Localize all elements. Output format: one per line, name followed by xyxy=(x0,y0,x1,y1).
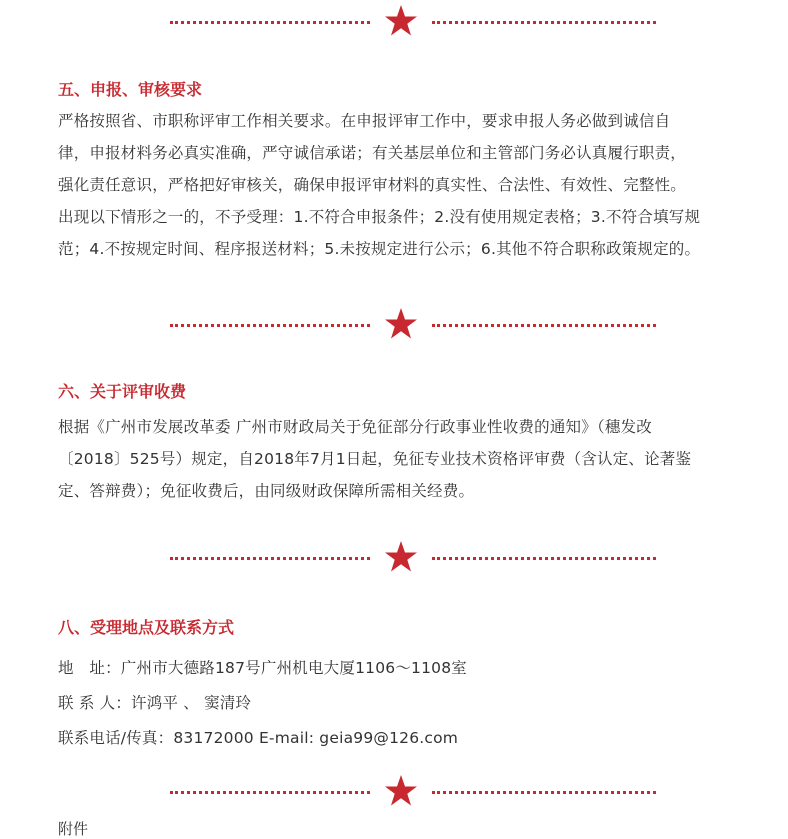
section-title: 五、申报、审核要求 xyxy=(58,80,203,99)
section-title: 六、关于评审收费 xyxy=(58,382,187,401)
body-line: 根据《广州市发展改革委 广州市财政局关于免征部分行政事业性收费的通知》（穗发改 xyxy=(58,418,652,436)
section-body xyxy=(58,411,778,507)
divider-dots-left xyxy=(170,791,370,794)
body-line: 严格按照省、市职称评审工作相关要求。在申报评审工作中，要求申报人务必做到诚信自 xyxy=(58,112,671,130)
section-review-fees xyxy=(58,381,778,507)
body-line: 强化责任意识，严格把好审核关，确保申报评审材料的真实性、合法性、有效性、完整性。 xyxy=(58,176,687,194)
section-body xyxy=(58,105,778,265)
section-divider xyxy=(0,305,788,345)
divider-dots-right xyxy=(432,791,656,794)
star-icon xyxy=(384,307,418,341)
divider-dots-left xyxy=(170,557,370,560)
contact-person: 联 系 人：许鸿平 、 窦清玲 xyxy=(58,694,252,712)
contact-phone-email: 联系电话/传真：83172000 E-mail: geia99@126.com xyxy=(58,729,459,747)
body-line: 定、答辩费）；免征收费后，由同级财政保障所需相关经费。 xyxy=(58,482,475,500)
star-icon xyxy=(384,774,418,808)
divider-dots-right xyxy=(432,324,656,327)
body-line: 〔2018〕525号）规定，自2018年7月1日起，免征专业技术资格评审费（含认定、论著鉴 xyxy=(58,450,692,468)
section-title: 八、受理地点及联系方式 xyxy=(58,618,235,637)
divider-dots-left xyxy=(170,21,370,24)
attachment-label: 附件 xyxy=(58,820,89,838)
section-body xyxy=(58,651,778,756)
contact-address: 地 址：广州市大德路187号广州机电大厦1106～1108室 xyxy=(58,659,467,677)
body-line: 范；4.不按规定时间、程序报送材料；5.未按规定进行公示；6.其他不符合职称政策规定的。 xyxy=(58,240,701,258)
divider-dots-right xyxy=(432,21,656,24)
divider-dots-left xyxy=(170,324,370,327)
section-contact xyxy=(58,617,778,756)
body-line: 律，申报材料务必真实准确，严守诚信承诺；有关基层单位和主管部门务必认真履行职责， xyxy=(58,144,687,162)
star-icon xyxy=(384,4,418,38)
body-line: 出现以下情形之一的，不予受理：1.不符合申报条件；2.没有使用规定表格；3.不符合填写规 xyxy=(58,208,701,226)
section-divider xyxy=(0,2,788,42)
section-divider xyxy=(0,772,788,812)
section-divider xyxy=(0,538,788,578)
divider-dots-right xyxy=(432,557,656,560)
star-icon xyxy=(384,540,418,574)
section-application-review xyxy=(58,79,778,265)
